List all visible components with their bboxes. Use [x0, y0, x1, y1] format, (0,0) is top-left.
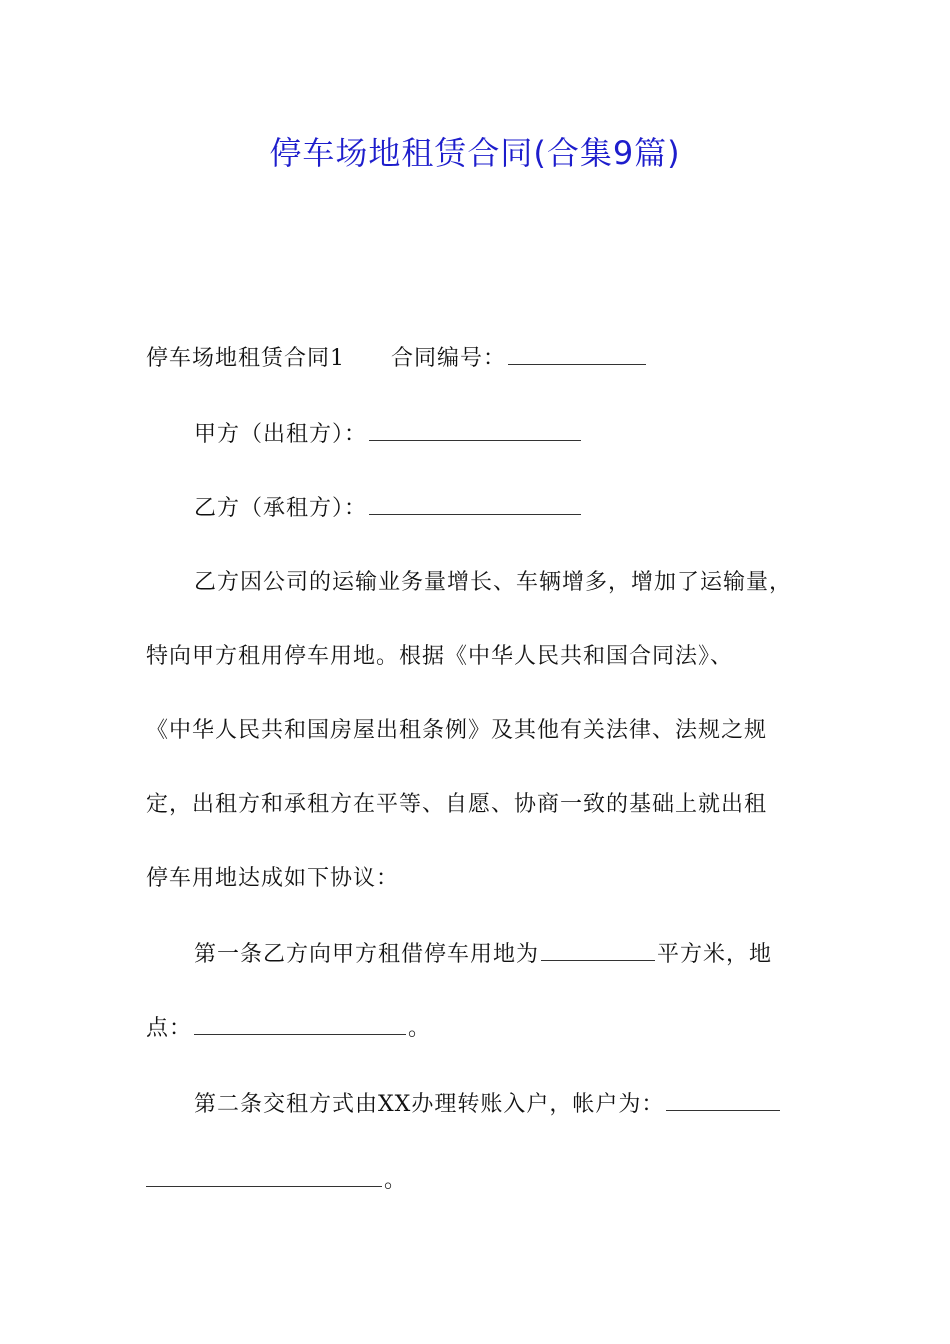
contract-heading-line	[146, 344, 648, 374]
party-b-line	[194, 494, 583, 524]
party-b-blank	[369, 496, 581, 515]
paragraph-line: 乙方因公司的运输业务量增长、车辆增多，增加了运输量，	[194, 570, 793, 595]
party-a-line	[194, 420, 583, 450]
article-2-prefix: 第二条交租方式由XX办理转账入户，帐户为：	[194, 1092, 665, 1117]
article-1-middle: 平方米，地	[657, 942, 773, 967]
party-b-label: 乙方（承租方）：	[194, 496, 368, 521]
account-blank-2	[146, 1168, 382, 1187]
period-mark: 。	[384, 1168, 408, 1193]
contract-heading: 停车场地租赁合同1	[146, 346, 345, 371]
article-2-line	[194, 1090, 782, 1120]
location-blank	[194, 1016, 406, 1035]
paragraph-line: 《中华人民共和国房屋出租条例》及其他有关法律、法规之规	[146, 718, 768, 743]
paragraph-line: 定，出租方和承租方在平等、自愿、协商一致的基础上就出租	[146, 792, 768, 817]
account-blank	[666, 1092, 780, 1111]
party-a-blank	[369, 422, 581, 441]
article-1-prefix: 第一条乙方向甲方租借停车用地为	[194, 942, 540, 967]
paragraph-line: 特向甲方租用停车用地。根据《中华人民共和国合同法》、	[146, 644, 734, 669]
article-1-line	[194, 940, 772, 970]
paragraph-line: 停车用地达成如下协议：	[146, 866, 400, 891]
article-1-line-2	[146, 1014, 431, 1044]
document-title: 停车场地租赁合同(合集9篇)	[269, 134, 681, 172]
area-blank	[541, 942, 655, 961]
location-label: 点：	[146, 1016, 193, 1041]
article-2-line-2	[146, 1166, 407, 1196]
contract-number-label: 合同编号：	[391, 346, 507, 371]
contract-number-blank	[508, 346, 646, 365]
period-mark: 。	[408, 1016, 432, 1041]
party-a-label: 甲方（出租方）：	[194, 422, 368, 447]
